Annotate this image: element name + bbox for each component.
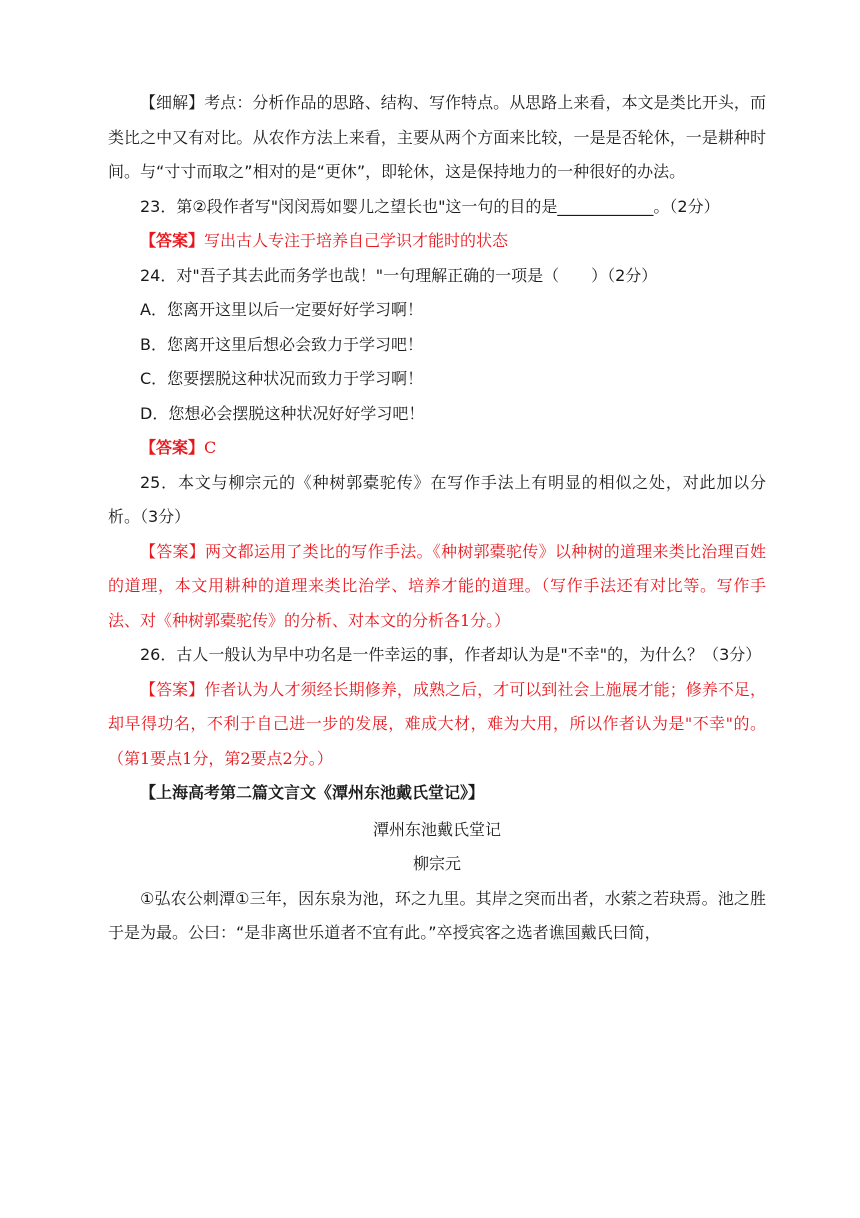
detail-paragraph — [108, 86, 766, 190]
passage-body: ①弘农公刺潭①三年，因东泉为池，环之九里。其岸之突而出者，水萦之若玦焉。池之胜于是为最。公曰：“是非离世乐道者不宜有此。”卒授宾客之选者谯国戴氏曰简， — [108, 888, 766, 942]
section-heading: 【上海高考第二篇文言文《潭州东池戴氏堂记》】 — [140, 783, 485, 802]
detail-text: 考点：分析作品的思路、结构、写作特点。从思路上来看，本文是类比开头，而类比之中又有对比。从农作方法上来看，主要从两个方面来比较，一是是否轮休，一是耕种时间。与“寸寸而取之”相对的是“更休”，即轮休，这是保持地力的一种很好的办法。 — [108, 93, 766, 181]
question-26: 26．古人一般认为早中功名是一件幸运的事，作者却认为是"不幸"的，为什么？（3分） — [140, 645, 762, 664]
passage-title: 潭州东池戴氏堂记 — [372, 819, 501, 839]
answer-text: 作者认为人才须经长期修养，成熟之后，才可以到社会上施展才能；修养不足，却早得功名，不利于自己进一步的发展，难成大材，难为大用，所以作者认为是"不幸"的。（第1要点1分，第2要点2分。） — [108, 679, 766, 768]
answer-25 — [108, 535, 766, 639]
detail-label: 【细解】 — [140, 93, 205, 112]
passage-author: 柳宗元 — [412, 854, 461, 873]
question-25: 25．本文与柳宗元的《种树郭橐驼传》在写作手法上有明显的相似之处，对此加以分析。（3分） — [108, 472, 766, 526]
answer-label: 【答案】 — [140, 541, 206, 561]
answer-label: 【答案】 — [140, 679, 205, 699]
option-d: D．您想必会摆脱这种状况好好学习吧！ — [140, 403, 425, 423]
answer-label: 【答案】 — [140, 231, 205, 250]
question-23: 23．第②段作者写"闵闵焉如婴儿之望长也"这一句的目的是____________。（2分） — [140, 196, 720, 216]
document-content — [108, 86, 766, 951]
question-24: 24．对"吾子其去此而务学也哉！"一句理解正确的一项是（ ）（2分） — [140, 265, 658, 285]
option-b: B．您离开这里后想必会致力于学习吧！ — [140, 334, 423, 354]
answer-text: C — [204, 438, 217, 457]
answer-26 — [108, 673, 766, 777]
answer-text: 写出古人专注于培养自己学识才能时的状态 — [204, 231, 509, 250]
answer-24 — [108, 431, 766, 466]
answer-text: 两文都运用了类比的写作手法。《种树郭橐驼传》以种树的道理来类比治理百姓的道理，本文用耕种的道理来类比治学、培养才能的道理。（写作手法还有对比等。写作手法、对《种树郭橐驼传》的分析、对本文的分析各1分。） — [108, 541, 766, 630]
option-c: C．您要摆脱这种状况而致力于学习啊！ — [140, 369, 424, 388]
answer-23 — [108, 224, 766, 259]
answer-label: 【答案】 — [140, 438, 205, 457]
option-a: A．您离开这里以后一定要好好学习啊！ — [140, 300, 423, 319]
